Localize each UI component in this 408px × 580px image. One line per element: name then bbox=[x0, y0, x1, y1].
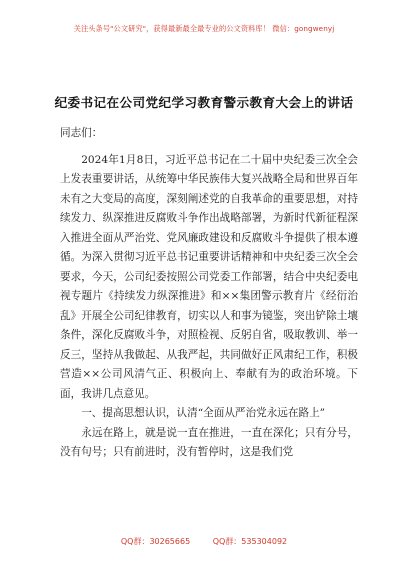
qq-group-1: QQ群：30265665 bbox=[120, 537, 191, 546]
qq-group-2: QQ群：535304092 bbox=[212, 537, 288, 546]
section-heading-1: 一、提高思想认识，认清“全面从严治党永远在路上” bbox=[81, 407, 326, 419]
paragraph-section-1: 永远在路上，就是说一直在推进，一直在深化；只有分号，没有句号；只有前进时，没有暂停时，这是我们党 bbox=[60, 426, 358, 458]
document-body bbox=[60, 124, 358, 463]
document-title: 纪委书记在公司党纪学习教育警示教育大会上的讲话 bbox=[54, 95, 354, 110]
promo-banner: 关注头条号"公文研究"，获得最新最全最专业的公文资料库！ 微信：gongwenyj bbox=[73, 24, 335, 33]
salutation: 同志们： bbox=[60, 127, 103, 139]
footer-qq-groups bbox=[0, 536, 408, 547]
paragraph-intro: 2024年1月8日，习近平总书记在二十届中央纪委三次全会上发表重要讲话，从统筹中华民族伟大复兴战略全局和世界百年未有之大变局的高度，深刻阐述党的自我革命的重要思想，对持续发力、纵深推进反腐败斗争作出战略部署，为新时代新征程深入推进全面从严治党、党风廉政建设和反腐败斗争提供了根本遵循。为深入贯彻习近平总书记重要讲话精神和中央纪委三次全会要求，今天，公司纪委按照公司党委工作部署，结合中央纪委电视专题片《持续发力纵深推进》和××集团警示教育片《经衍治乱》开展全公司纪律教育，切实以人和事为镜鉴，突出铲除土壤条件，深化反腐败斗争，对照检视、反躬自省，吸取教训、举一反三，坚持从我做起、从我严起，共同做好正风肃纪工作，积极营造××公司风清气正、积极向上、奉献有为的政治环境。下面，我讲几点意见。 bbox=[60, 153, 358, 400]
